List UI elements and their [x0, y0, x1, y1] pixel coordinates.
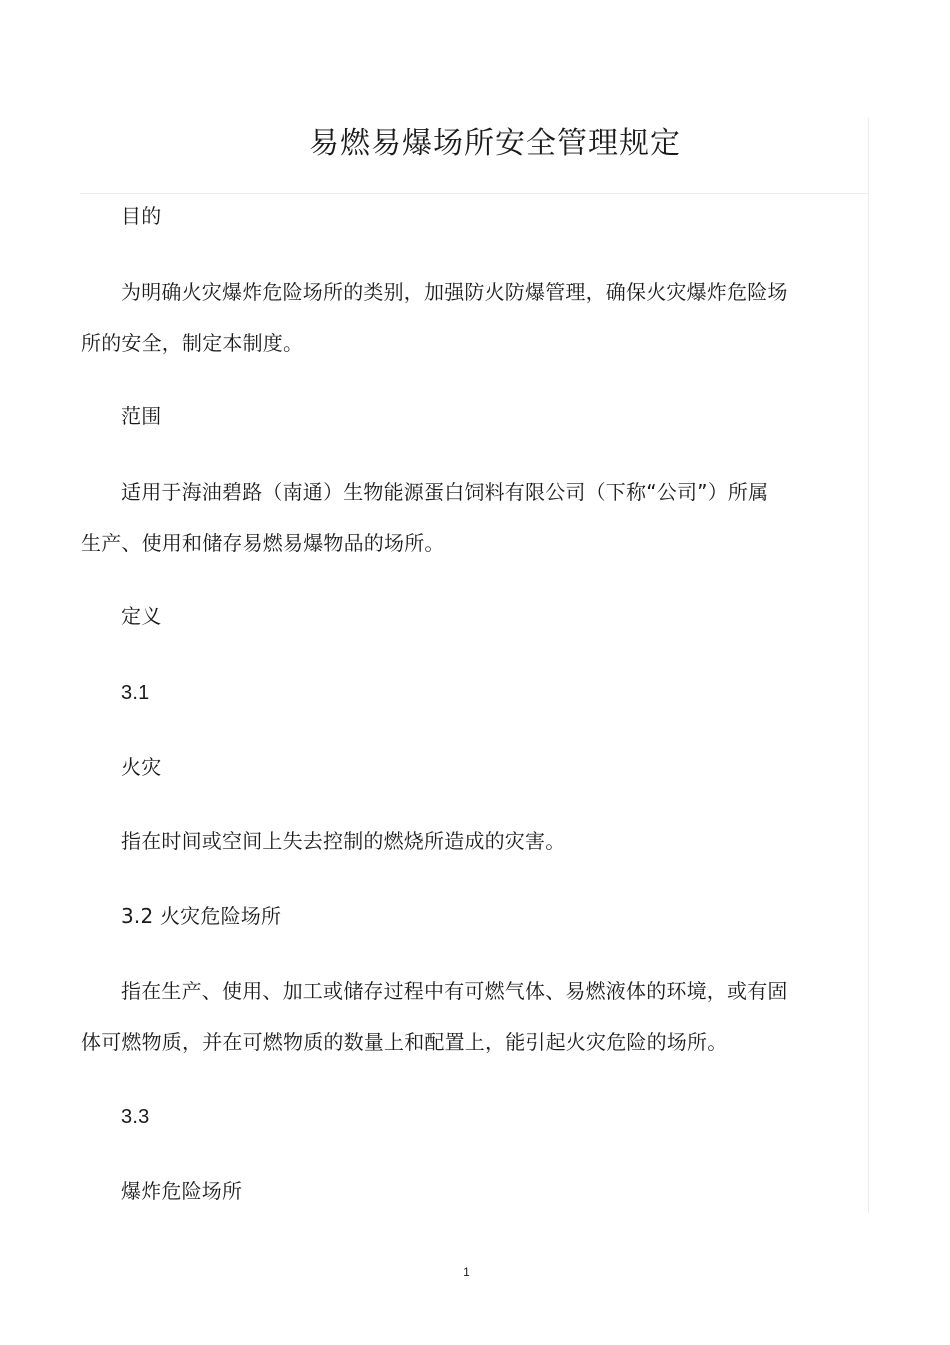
paragraph-line: 指在时间或空间上失去控制的燃烧所造成的灾害。 [121, 829, 566, 853]
clause-term: 火灾 [121, 755, 162, 779]
section-heading-definitions: 定义 [121, 604, 162, 628]
paragraph-line: 体可燃物质，并在可燃物质的数量上和配置上，能引起火灾危险的场所。 [81, 1030, 728, 1054]
clause-number: 3.1 [121, 682, 150, 704]
page-right-rule [868, 118, 869, 1213]
clause-term: 爆炸危险场所 [121, 1179, 243, 1203]
paragraph-line: 为明确火灾爆炸危险场所的类别，加强防火防爆管理，确保火灾爆炸危险场 [121, 280, 788, 304]
clause-number: 3.3 [121, 1106, 150, 1128]
paragraph-line: 生产、使用和储存易燃易爆物品的场所。 [81, 531, 445, 555]
section-heading-purpose: 目的 [121, 204, 162, 228]
paragraph-line: 适用于海油碧路（南通）生物能源蛋白饲料有限公司（下称“公司”）所属 [121, 480, 769, 504]
header-divider [80, 193, 868, 194]
paragraph-line: 指在生产、使用、加工或储存过程中有可燃气体、易燃液体的环境，或有固 [121, 979, 788, 1003]
document-title: 易燃易爆场所安全管理规定 [309, 126, 681, 161]
clause-heading: 3.2 火灾危险场所 [121, 904, 282, 928]
paragraph-line: 所的安全，制定本制度。 [81, 331, 304, 355]
section-heading-scope: 范围 [121, 404, 162, 428]
page-number: 1 [463, 1265, 470, 1279]
